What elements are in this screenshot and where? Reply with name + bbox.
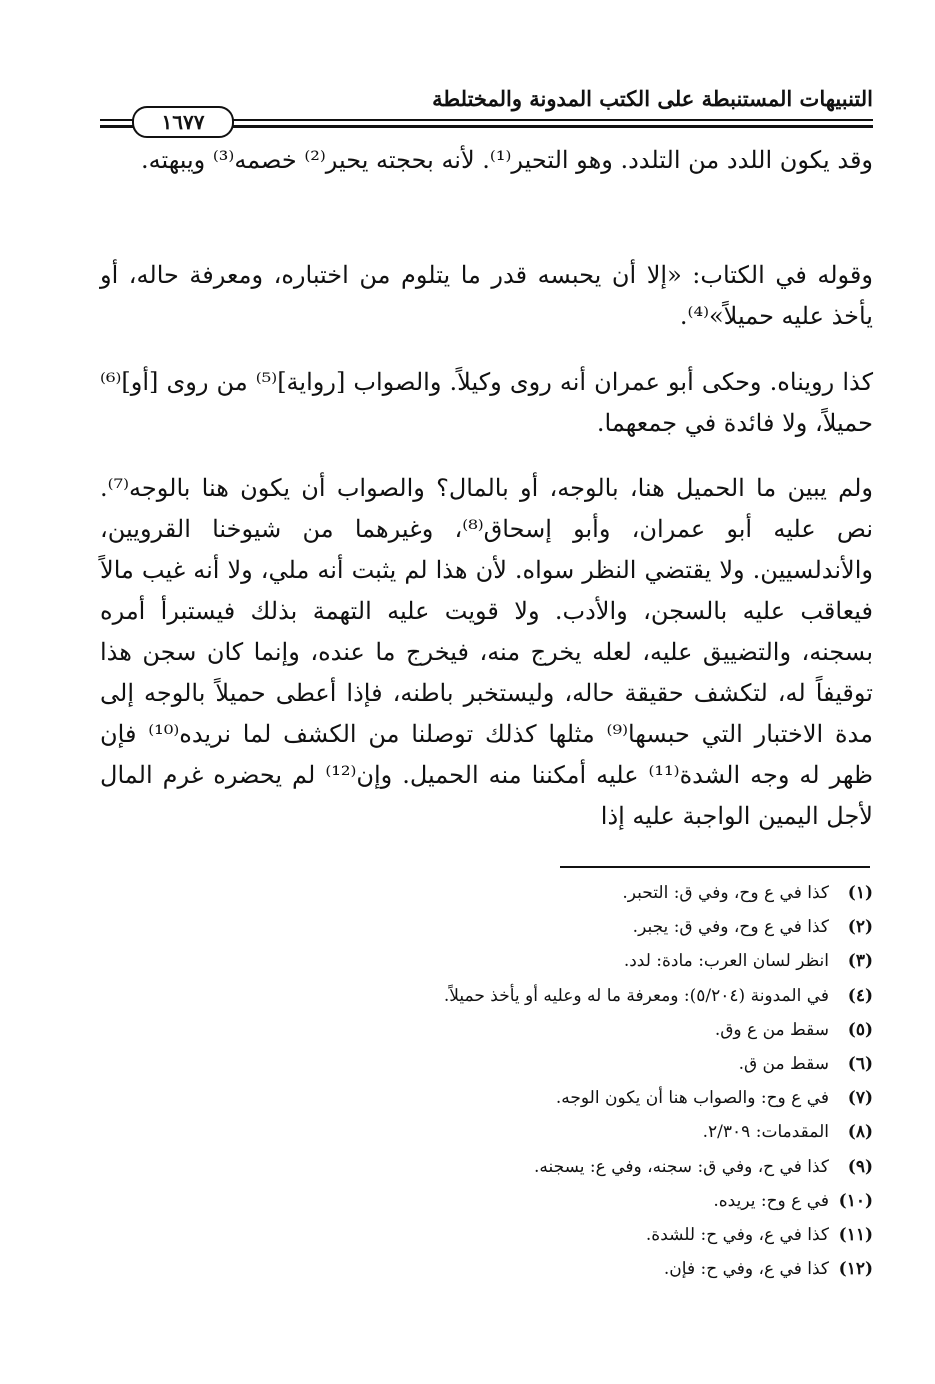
footnote-number: (١٢) bbox=[838, 1259, 873, 1280]
footnote-item bbox=[353, 979, 873, 1013]
footnote-number: (٣) bbox=[847, 951, 873, 972]
footnote-item bbox=[353, 1081, 873, 1115]
footnote-item bbox=[353, 1047, 873, 1081]
running-title: التنبيهات المستنبطة على الكتب المدونة والمختلطة bbox=[432, 86, 873, 111]
footnote-text: في ع وح: والصواب هنا أن يكون الوجه. bbox=[555, 1088, 829, 1109]
footnote-number: (٥) bbox=[847, 1019, 873, 1040]
footnote-text: سقط من ع وق. bbox=[714, 1019, 829, 1040]
footnote-item bbox=[353, 1218, 873, 1252]
footnote-item bbox=[353, 944, 873, 978]
footnote-text: انظر لسان العرب: مادة: لدد. bbox=[623, 951, 829, 972]
footnote-text: سقط من ق. bbox=[738, 1054, 829, 1075]
footnotes bbox=[353, 876, 873, 1286]
footnote-item bbox=[353, 910, 873, 944]
footnote-text: كذا في ع، وفي ح: للشدة. bbox=[645, 1225, 829, 1246]
footnote-number: (٩) bbox=[847, 1156, 873, 1177]
paragraph-3: كذا رويناه. وحكى أبو عمران أنه روى وكيلاً. والصواب [رواية]⁽⁵⁾ من روى [أو]⁽⁶⁾ حميلاً، ولا فائدة في جمعهما. bbox=[100, 368, 874, 437]
paragraph-1: وقد يكون اللدد من التلدد. وهو التحير⁽¹⁾. لأنه بحجته يحير⁽²⁾ خصمه⁽³⁾ ويبهته. bbox=[140, 146, 873, 174]
footnote-item bbox=[353, 1150, 873, 1184]
footnote-number: (١) bbox=[847, 883, 873, 903]
footnote-item bbox=[353, 1115, 873, 1149]
footnote-text: كذا في ع، وفي ح: فإن. bbox=[663, 1259, 829, 1280]
footnote-item bbox=[353, 1184, 873, 1218]
footnote-number: (٧) bbox=[847, 1088, 873, 1109]
paragraph-4: ولم يبين ما الحميل هنا، بالوجه، أو بالمال؟ والصواب أن يكون هنا بالوجه⁽⁷⁾. نص عليه أبو عمران، وأبو إسحاق⁽⁸⁾، وغيرهما من شيوخنا القرويين، والأندلسيين. ولا يقتضي النظر سواه. لأن هذا لم يثبت أنه ملي، ولا أنه غيب مالاً فيعاقب عليه بالسجن، والأدب. ولا قويت عليه التهمة بذلك فيستبرأ أمره بسجنه، والتضييق عليه، لعله يخرج منه، فيخرج ما عنده، وإنما كان سجن هذا توقيفاً له، لتكشف حقيقة حاله، وليستخبر باطنه، فإذا أعطى حميلاً بالوجه إلى مدة الاختبار التي حبسها⁽⁹⁾ مثلها كذلك توصلنا من الكشف لما نريده⁽¹⁰⁾ فإن ظهر له وجه الشدة⁽¹¹⁾ عليه أمكننا منه الحميل. وإن⁽¹²⁾ لم يحضره غرم المال لأجل اليمين الواجبة عليه إذا bbox=[100, 474, 873, 830]
footnote-text: كذا في ع وح، وفي ق: يجبر. bbox=[632, 917, 829, 938]
footnote-text: كذا في ح، وفي ق: سجنه، وفي ع: يسجنه. bbox=[534, 1156, 829, 1177]
footnote-text: كذا في ع وح، وفي ق: التحبر. bbox=[622, 883, 829, 903]
footnote-separator bbox=[560, 866, 870, 868]
footnote-number: (٤) bbox=[847, 985, 873, 1006]
page-number: ١٦٧٧ bbox=[132, 106, 234, 138]
footnote-number: (٦) bbox=[847, 1054, 873, 1075]
paragraph-2: وقوله في الكتاب: «إلا أن يحبسه قدر ما يتلوم من اختباره، ومعرفة حاله، أو يأخذ عليه حميلاً»⁽⁴⁾. bbox=[100, 261, 873, 330]
footnote-item bbox=[353, 1252, 873, 1286]
footnote-text: في المدونة (٥/٢٠٤): ومعرفة ما له وعليه أو يأخذ حميلاً. bbox=[443, 985, 829, 1006]
footnote-item bbox=[353, 876, 873, 910]
footnote-number: (١٠) bbox=[838, 1190, 873, 1211]
footnote-number: (٢) bbox=[847, 917, 873, 938]
footnote-text: المقدمات: ٢/٣٠٩. bbox=[702, 1122, 829, 1143]
footnote-number: (١١) bbox=[838, 1225, 873, 1246]
footnote-number: (٨) bbox=[847, 1122, 873, 1143]
footnote-item bbox=[353, 1013, 873, 1047]
footnote-text: في ع وح: يريده. bbox=[713, 1190, 829, 1211]
